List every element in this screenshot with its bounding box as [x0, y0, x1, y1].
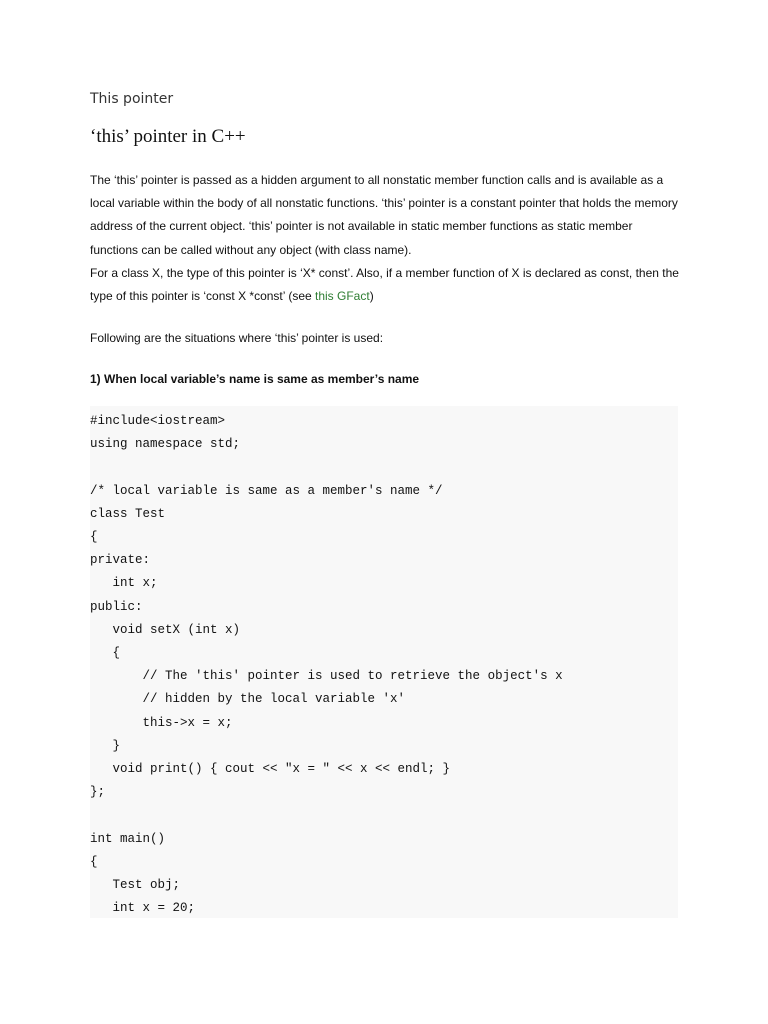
code-line: this->x = x; — [90, 715, 233, 730]
code-line: }; — [90, 785, 106, 800]
code-line: Test obj; — [90, 878, 181, 892]
type-paragraph — [90, 262, 680, 308]
situations-paragraph: Following are the situations where ‘this’ pointer is used: — [90, 331, 384, 345]
code-line: { — [90, 854, 98, 869]
code-line: int x; — [90, 576, 158, 591]
code-line: { — [90, 646, 121, 660]
code-line: void setX (int x) — [90, 622, 241, 637]
code-line: /* local variable is same as a member's name */ — [90, 483, 443, 498]
code-line: int x = 20; — [90, 901, 196, 916]
intro-paragraph: The ‘this’ pointer is passed as a hidden argument to all nonstatic member function calls and is available as a local variable within the body of all nonstatic functions. ‘this’ pointer is a constant pointer that holds the memory address of the current object. ‘this’ pointer is not available in static member functions as static member functions can be called without any object (with class name). — [90, 173, 678, 257]
code-line: // hidden by the local variable 'x' — [90, 692, 406, 707]
code-line: void print() { cout << "x = " << x << endl; } — [90, 762, 451, 776]
code-line: // The 'this' pointer is used to retrieve the object's x — [90, 669, 563, 684]
code-line: int main() — [90, 831, 166, 846]
document-label: This pointer — [90, 91, 174, 107]
code-line: public: — [90, 599, 143, 614]
code-line: } — [90, 738, 121, 753]
type-paragraph-text: For a class X, the type of this pointer is ‘X* const’. Also, if a member function of X is declared as const, then the type of this pointer is ‘const X *const’ (see — [90, 266, 679, 304]
code-line: private: — [90, 553, 151, 568]
code-line: { — [90, 530, 98, 544]
code-block — [90, 406, 678, 918]
page-title: ‘this’ pointer in C++ — [90, 126, 246, 147]
section-heading: 1) When local variable’s name is same as member’s name — [90, 372, 420, 386]
code-line: using namespace std; — [90, 437, 241, 452]
code-line: #include<iostream> — [90, 414, 226, 428]
gfact-link[interactable]: this GFact — [315, 289, 370, 304]
type-paragraph-close: ) — [369, 289, 374, 304]
code-line: class Test — [90, 506, 166, 521]
